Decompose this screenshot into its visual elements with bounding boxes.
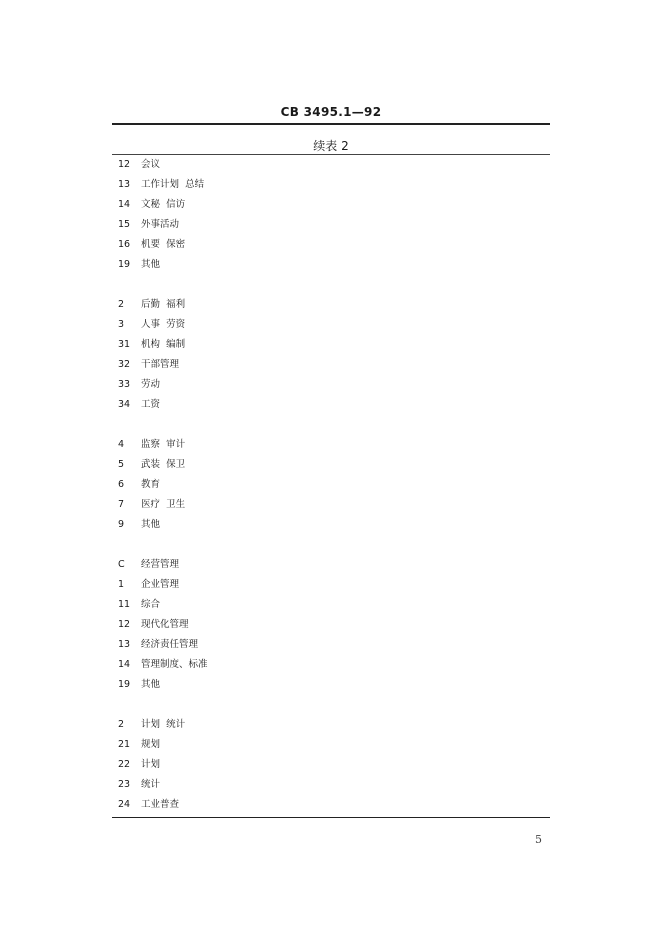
table-bottom-rule xyxy=(112,817,550,818)
list-item: 14 文秘 信访 xyxy=(118,199,186,210)
table-title-rule xyxy=(112,154,550,155)
list-item: 34 工资 xyxy=(118,399,161,410)
list-item: 9 其他 xyxy=(118,519,161,530)
list-item: 4 监察 审计 xyxy=(118,439,186,450)
list-item: 12 会议 xyxy=(118,159,161,170)
list-item: 24 工业普查 xyxy=(118,799,180,810)
table-title: 续表 2 xyxy=(313,139,349,153)
list-item: 15 外事活动 xyxy=(118,219,180,230)
list-item: 19 其他 xyxy=(118,679,161,690)
list-item: 31 机构 编制 xyxy=(118,339,186,350)
list-item: 14 管理制度、标准 xyxy=(118,659,208,670)
list-item: 16 机要 保密 xyxy=(118,239,186,250)
list-item: 13 工作计划 总结 xyxy=(118,179,205,190)
list-item: 5 武装 保卫 xyxy=(118,459,186,470)
list-item: 6 教育 xyxy=(118,479,161,490)
list-item: 11 综合 xyxy=(118,599,161,610)
page-number: 5 xyxy=(535,833,542,846)
list-item: 19 其他 xyxy=(118,259,161,270)
list-item: C 经营管理 xyxy=(118,559,180,570)
list-item: 1 企业管理 xyxy=(118,579,180,590)
list-item: 12 现代化管理 xyxy=(118,619,189,630)
list-item: 2 计划 统计 xyxy=(118,719,186,730)
list-item: 22 计划 xyxy=(118,759,161,770)
document-code: CB 3495.1—92 xyxy=(280,105,382,119)
list-item: 7 医疗 卫生 xyxy=(118,499,186,510)
list-item: 32 干部管理 xyxy=(118,359,180,370)
list-item: 23 统计 xyxy=(118,779,161,790)
list-item: 13 经济责任管理 xyxy=(118,639,199,650)
list-item: 3 人事 劳资 xyxy=(118,319,186,330)
list-item: 33 劳动 xyxy=(118,379,161,390)
list-item: 21 规划 xyxy=(118,739,161,750)
list-item: 2 后勤 福利 xyxy=(118,299,186,310)
header-rule xyxy=(112,123,550,125)
